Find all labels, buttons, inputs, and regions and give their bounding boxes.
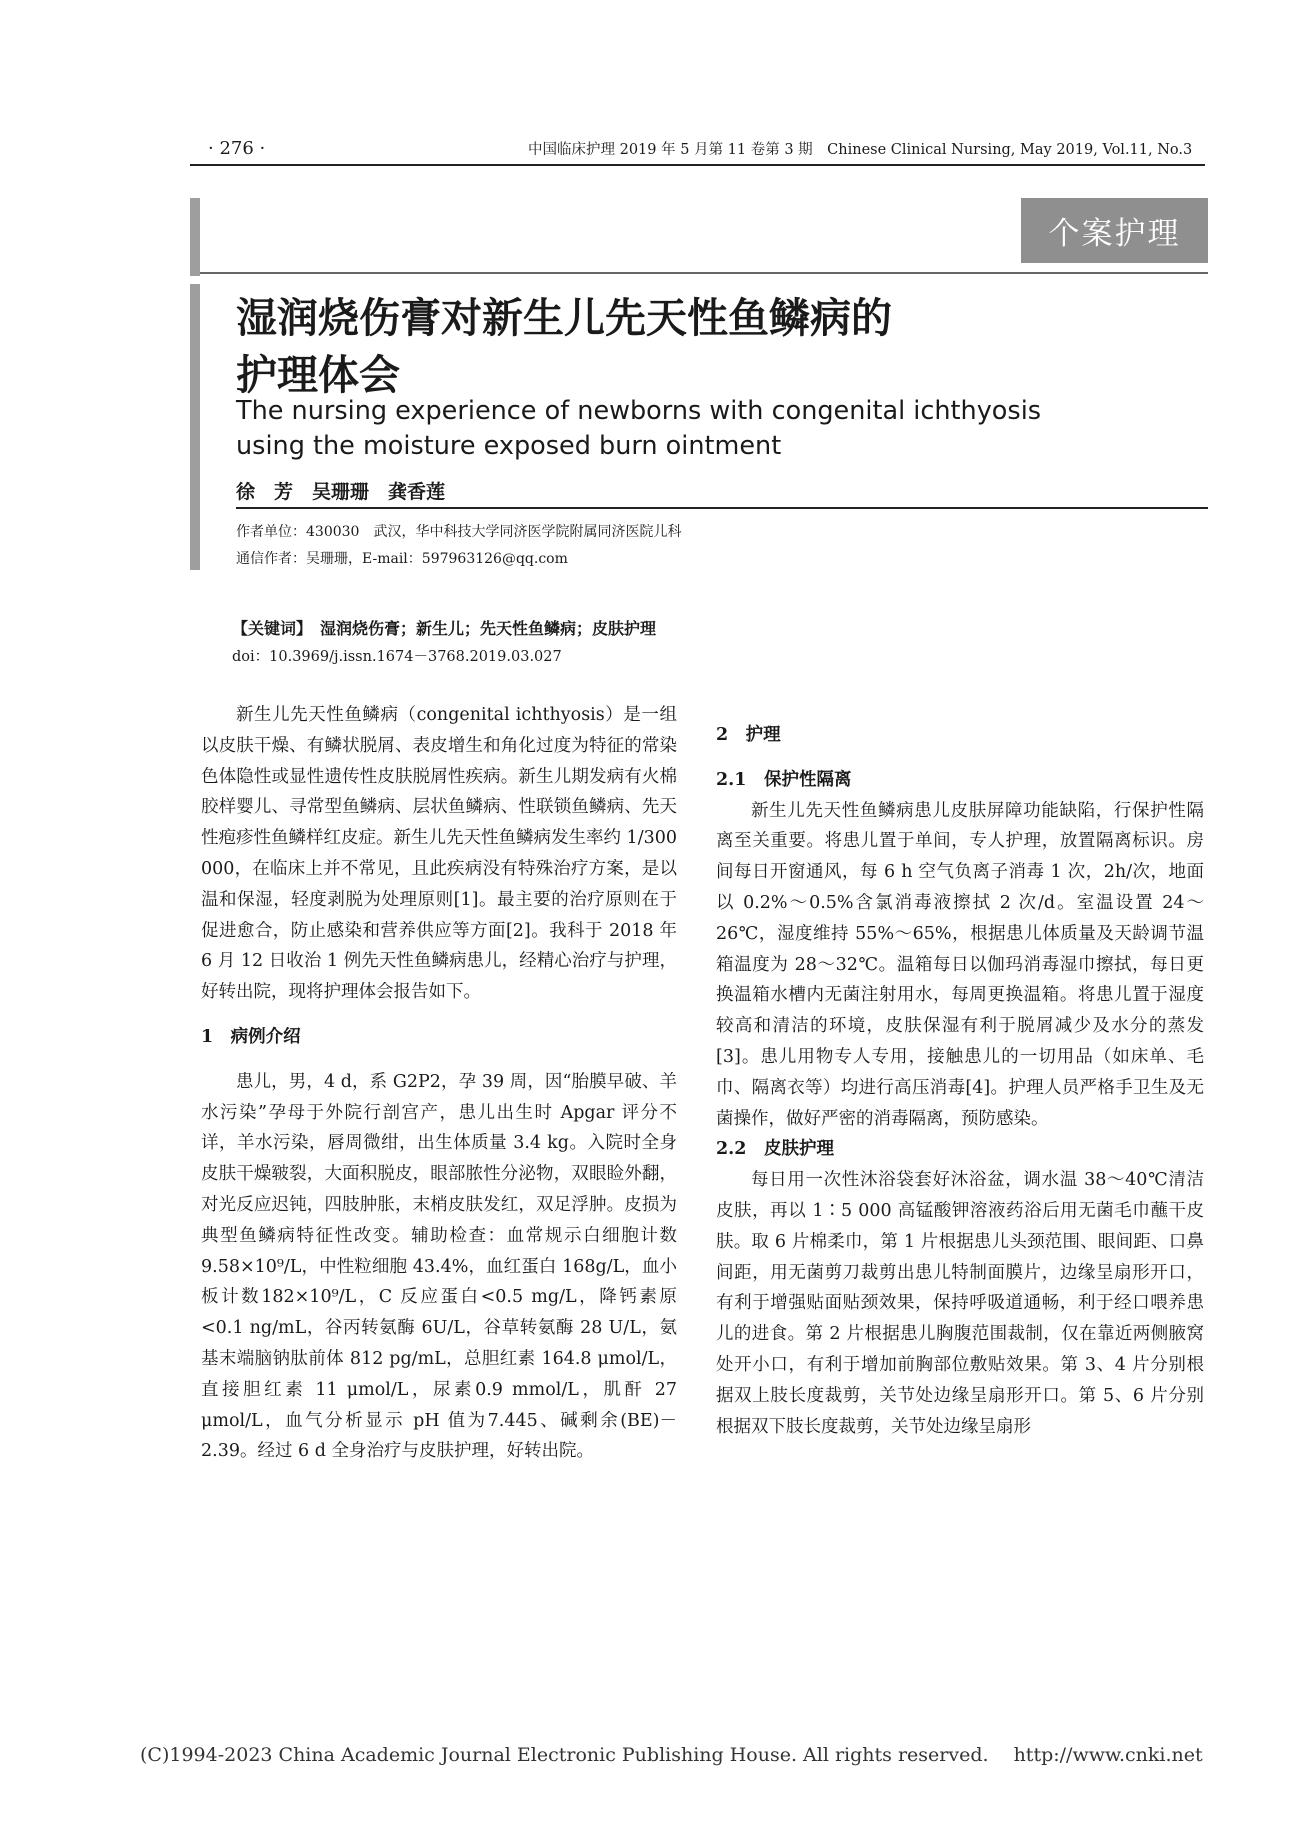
header-rule <box>190 164 1205 166</box>
subsection-2-1-paragraph: 新生儿先天性鱼鳞病患儿皮肤屏障功能缺陷，行保护性隔离至关重要。将患儿置于单间，专人护理，放置隔离标识。房间每日开窗通风，每 6 h 空气负离子消毒 1 次，2h/次，地面以 0.2%～0.5%含氯消毒液擦拭 2 次/d。室温设置 24～26℃，湿度维持 55%～65%，根据患儿体质量及天龄调节温箱温度为 28～32℃。温箱每日以伽玛消毒湿巾擦拭，每日更换温箱水槽内无菌注射用水，每周更换温箱。将患儿置于湿度较高和清洁的环境，皮肤保湿有利于脱屑减少及水分的蒸发[3]。患儿用物专人专用，接触患儿的一切用品（如床单、毛巾、隔离衣等）均进行高压消毒[4]。护理人员严格手卫生及无菌操作，做好严密的消毒隔离，预防感染。 <box>716 800 1204 1129</box>
right-column <box>716 720 1204 1442</box>
authors-rule <box>236 507 1208 509</box>
doi: doi：10.3969/j.issn.1674－3768.2019.03.027 <box>232 649 562 665</box>
title-cn-line1: 湿润烧伤膏对新生儿先天性鱼鳞病的 <box>236 294 892 342</box>
section-2-heading: 2 护理 <box>716 725 781 745</box>
title-chinese <box>236 290 1136 404</box>
subsection-2-2-heading: 2.2 皮肤护理 <box>716 1139 834 1160</box>
title-en-line2: using the moisture exposed burn ointment <box>236 431 782 461</box>
copyright-footer: (C)1994-2023 China Academic Journal Electronic Publishing House. All rights reserved. http://www.cnki.net <box>140 1744 1203 1766</box>
left-column <box>201 700 677 1467</box>
section-1-heading: 1 病例介绍 <box>201 1026 301 1047</box>
page-number: · 276 · <box>208 138 266 159</box>
intro-paragraph: 新生儿先天性鱼鳞病（congenital ichthyosis）是一组以皮肤干燥、有鳞状脱屑、表皮增生和角化过度为特征的常染色体隐性或显性遗传性皮肤脱屑性疾病。新生儿期发病有火棉胶样婴儿、寻常型鱼鳞病、层状鱼鳞病、性联锁鱼鳞病、先天性疱疹性鱼鳞样红皮症。新生儿先天性鱼鳞病发生率约 1/300 000，在临床上并不常见，且此疾病没有特殊治疗方案，是以温和保湿，轻度剥脱为处理原则[1]。最主要的治疗原则在于促进愈合，防止感染和营养供应等方面[2]。我科于 2018 年 6 月 12 日收治 1 例先天性鱼鳞病患儿，经精心治疗与护理，好转出院，现将护理体会报告如下。 <box>201 705 677 1003</box>
journal-header: 中国临床护理 2019 年 5 月第 11 卷第 3 期 Chinese Clinical Nursing, May 2019, Vol.11, No.3 <box>528 142 1193 158</box>
category-rule <box>200 272 1208 274</box>
affiliation: 作者单位：430030 武汉，华中科技大学同济医学院附属同济医院儿科 <box>236 524 682 540</box>
title-english <box>236 394 1136 464</box>
decorative-bar-left <box>190 284 200 570</box>
title-cn-line2: 护理体会 <box>236 351 400 399</box>
authors: 徐 芳 吴珊珊 龚香莲 <box>236 481 446 503</box>
category-label: 个案护理 <box>1021 198 1208 263</box>
corresponding-author: 通信作者：吴珊珊，E-mail：597963126@qq.com <box>236 551 568 567</box>
keywords: 【关键词】 湿润烧伤膏；新生儿；先天性鱼鳞病；皮肤护理 <box>232 619 657 638</box>
case-paragraph: 患儿，男，4 d，系 G2P2，孕 39 周，因“胎膜早破、羊水污染”孕母于外院行剖宫产，患儿出生时 Apgar 评分不详，羊水污染，唇周微绀，出生体质量 3.4 kg。入院时全身皮肤干燥皲裂，大面积脱皮，眼部脓性分泌物，双眼睑外翻，对光反应迟钝，四肢肿胀，末梢皮肤发红，双足浮肿。皮损为典型鱼鳞病特征性改变。辅助检查：血常规示白细胞计数 9.58×10⁹/L，中性粒细胞 43.4%，血红蛋白 168g/L，血小板计数182×10⁹/L，C 反应蛋白<0.5 mg/L，降钙素原<0.1 ng/mL，谷丙转氨酶 6U/L，谷草转氨酶 28 U/L，氨基末端脑钠肽前体 812 pg/mL，总胆红素 164.8 μmol/L，直接胆红素 11 μmol/L，尿素0.9 mmol/L，肌酐 27 μmol/L，血气分析显示 pH 值为7.445、碱剩余(BE)－2.39。经过 6 d 全身治疗与皮肤护理，好转出院。 <box>201 1071 677 1462</box>
title-en-line1: The nursing experience of newborns with congenital ichthyosis <box>236 396 1042 426</box>
subsection-2-1-heading: 2.1 保护性隔离 <box>716 769 852 790</box>
subsection-2-2-paragraph: 每日用一次性沐浴袋套好沐浴盆，调水温 38～40℃清洁皮肤，再以 1∶5 000 高锰酸钾溶液药浴后用无菌毛巾蘸干皮肤。取 6 片棉柔巾，第 1 片根据患儿头颈范围、眼间距、口鼻间距，用无菌剪刀裁剪出患儿特制面膜片，边缘呈扇形开口，有利于增强贴面贴颈效果，保持呼吸道通畅，利于经口喂养患儿的进食。第 2 片根据患儿胸腹范围裁制，仅在靠近两侧腋窝处开小口，有利于增加前胸部位敷贴效果。第 3、4 片分别根据双上肢长度裁剪，关节处边缘呈扇形开口。第 5、6 片分别根据双下肢长度裁剪，关节处边缘呈扇形 <box>716 1170 1204 1437</box>
decorative-bar-top <box>190 198 200 276</box>
